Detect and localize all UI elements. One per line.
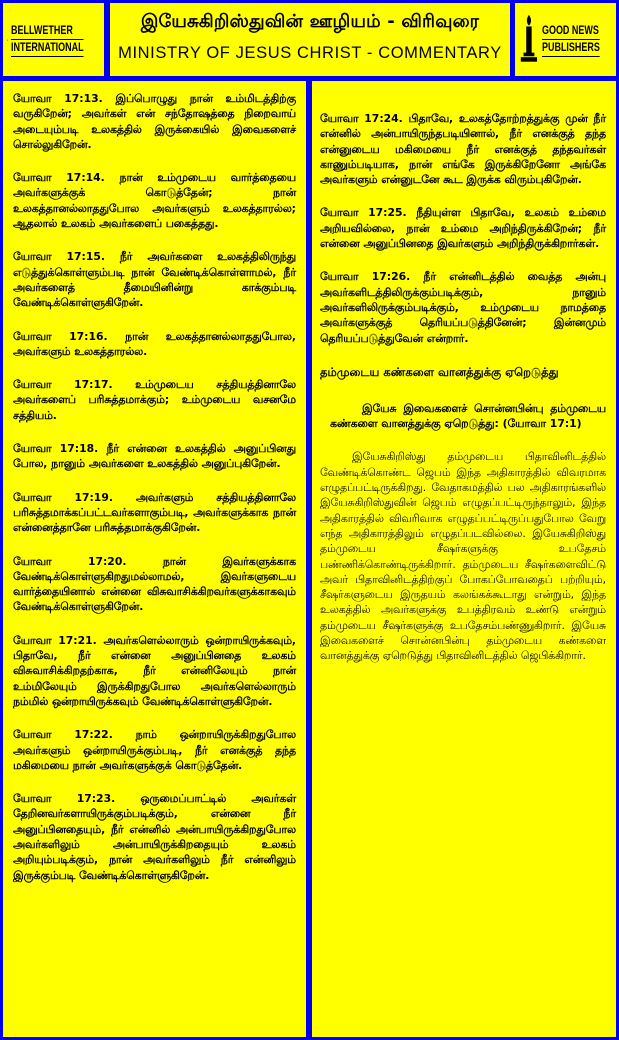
right-column (312, 81, 616, 1037)
title-english: MINISTRY OF JESUS CHRIST - COMMENTARY (118, 44, 502, 62)
verse-17-26: யோவா 17:26. நீர் என்னிடத்தில் வைத்த அன்பு அவர்களிடத்திலிருக்கும்படிக்கும், நானும் அவர்களிலிருக்கும்படிக்கும், உம்முடைய நாமத்தை அவர்களுக்குத் தெரியப்படுத்தினேன்; இன்னமும் தெரியப்படுத்துவேன் என்றார். (320, 270, 606, 345)
left-logo-line1: BELLWETHER (11, 23, 84, 40)
bellwether-logo (3, 3, 104, 76)
left-column (3, 81, 306, 1037)
section-heading: தம்முடைய கண்களை வானத்துக்கு ஏறெடுத்து (320, 364, 559, 379)
verse-17-21: யோவா 17:21. அவர்களெல்லாரும் ஒன்றாயிருக்கவும், பிதாவே, நீர் என்னை அனுப்பினதை உலகம் விசுவாசிக்கிறதற்காக, நீர் என்னிலேயும் நான் உம்மிலேயும் இருக்கிறதுபோல அவர்களெல்லாரும் நம்மில் ஒன்றாயிருக்கவும் வேண்டிக்கொள்ளுகிறேன். (13, 633, 296, 708)
verse-17-14: யோவா 17:14. நான் உம்முடைய வார்த்தையை அவர்களுக்குக் கொடுத்தேன்; நான் உலகத்தானல்லாததுபோல அவர்களும் உலகத்தாரல்ல; ஆதலால் உலகம் அவர்களைப் பகைத்தது. (13, 171, 296, 231)
verse-17-18: யோவா 17:18. நீர் என்னை உலகத்தில் அனுப்பினது போல, நானும் அவர்களை உலகத்தில் அனுப்புகிறேன். (13, 442, 296, 471)
section-caption: இயேசு இவைகளைச் சொன்னபின்பு தம்முடைய கண்களை வானத்துக்கு ஏறெடுத்து: (யோவா 17:1) (330, 401, 606, 431)
flame-tower-icon (7, 10, 8, 70)
verse-17-24: யோவா 17:24. பிதாவே, உலகத்தோற்றத்துக்கு முன் நீர் என்னில் அன்பாயிருந்தபடியினால், நீர் எனக்குத் தந்த என்னுடைய மகிமையை நீர் எனக்குத் தந்தவர்கள் காணும்படியாக, நான் எங்கே இருக்கிறேனோ அங்கே அவர்களும் என்னுடனே கூட இருக்க விரும்புகிறேன். (320, 112, 606, 187)
good-news-logo (515, 3, 616, 76)
left-logo-line2: INTERNATIONAL (11, 40, 84, 57)
commentary-paragraph: இயேசுகிறிஸ்து தம்முடைய பிதாவினிடத்தில் வேண்டிக்கொண்ட ஜெபம் இந்த அதிகாரத்தில் விவரமாக எழுதப்பட்டிருக்கிறது. வேதாகமத்தில் பல அதிகாரங்களில் இயேசுகிறிஸ்துவின் ஜெபம் எழுதப்பட்டிருந்தாலும், இந்த அதிகாரத்தில் விவரிவாக எழுதப்பட்டிருப்பதுபோல வேறு எந்த அதிகாரத்திலும் எழுதப்படவில்லை. இயேசுகிறிஸ்து தம்முடைய சீஷர்களுக்கு உபதேசம் பண்ணிக்கொண்டிருக்கிறார். தம்முடைய சீஷர்களைவிட்டு அவர் பிதாவினிடத்திற்குப் போகப்போவதைப் பற்றியும், சீஷர்களுடைய இருதயம் கலங்கக்கூடாது என்றும், இந்த உலகத்தில் அவர்களுக்கு உபத்திரவம் உண்டு என்றும் தம்முடைய சீஷர்களுக்கு உபதேசம்பண்ணுகிறார். இயேசு இவைகளைச் சொன்னபின்பு தம்முடைய கண்களை வானத்துக்கு ஏறெடுத்து பிதாவினிடத்தில் ஜெபிக்கிறார். (320, 450, 606, 663)
flame-tower-icon (519, 10, 539, 70)
verse-17-16: யோவா 17:16. நான் உலகத்தானல்லாததுபோல, அவர்களும் உலகத்தாரல்ல. (13, 329, 296, 358)
right-logo-line2: PUBLISHERS (542, 40, 600, 57)
verse-17-22: யோவா 17:22. நாம் ஒன்றாயிருக்கிறதுபோல அவர்களும் ஒன்றாயிருக்கும்படி, நீர் எனக்குத் தந்த மகிமையை நான் அவர்களுக்குக் கொடுத்தேன். (13, 728, 296, 772)
verse-17-23: யோவா 17:23. ஒருமைப்பாட்டில் அவர்கள் தேறினவர்களாயிருக்கும்படிக்கும், என்னை நீர் அனுப்பினதையும், நீர் என்னில் அன்பாயிருக்கிறதுபோல அவர்களிலும் அன்பாயிருக்கிறதையும் உலகம் அறியும்படிக்கும், நான் அவர்களிலும் நீர் என்னிலும் இருக்கும்படி வேண்டிக்கொள்ளுகிறேன். (13, 792, 296, 882)
verse-17-15: யோவா 17:15. நீர் அவர்களை உலகத்திலிருந்து எடுத்துக்கொள்ளும்படி நான் வேண்டிக்கொள்ளாமல், நீர் அவர்களைத் தீமையினின்று காக்கும்படி வேண்டிக்கொள்ளுகிறேன். (13, 250, 296, 310)
verse-17-19: யோவா 17:19. அவர்களும் சத்தியத்தினாலே பரிசுத்தமாக்கப்பட்டவர்களாகும்படி, அவர்களுக்காக நான் என்னைத்தானே பரிசுத்தமாக்குகிறேன். (13, 490, 296, 535)
verse-17-20: யோவா 17:20. நான் இவர்களுக்காக வேண்டிக்கொள்ளுகிறதுமல்லாமல், இவர்களுடைய வார்த்தையினால் என்னை விசுவாசிக்கிறவர்களுக்காகவும் வேண்டிக்கொள்ளுகிறேன். (13, 554, 296, 614)
header-title (110, 3, 510, 76)
verse-17-17: யோவா 17:17. உம்முடைய சத்தியத்தினாலே அவர்களைப் பரிசுத்தமாக்கும்; உம்முடைய வசனமே சத்தியம். (13, 378, 296, 422)
verse-17-25: யோவா 17:25. நீதியுள்ள பிதாவே, உலகம் உம்மை அறியவில்லை, நான் உம்மை அறிந்திருக்கிறேன்; நீர் என்னை அனுப்பினதை இவர்களும் அறிந்திருக்கிறார்கள். (320, 206, 606, 251)
verse-17-13: யோவா 17:13. இப்பொழுது நான் உம்மிடத்திற்கு வருகிறேன்; அவர்கள் என் சந்தோஷத்தை நிறைவாய் அடையும்படி உலகத்தில் இருக்கையில் இவைகளைச் சொல்லுகிறேன். (13, 92, 296, 151)
title-tamil: இயேசுகிறிஸ்துவின் ஊழியம் - விரிவுரை (140, 11, 480, 32)
right-logo-line1: GOOD NEWS (542, 23, 600, 40)
